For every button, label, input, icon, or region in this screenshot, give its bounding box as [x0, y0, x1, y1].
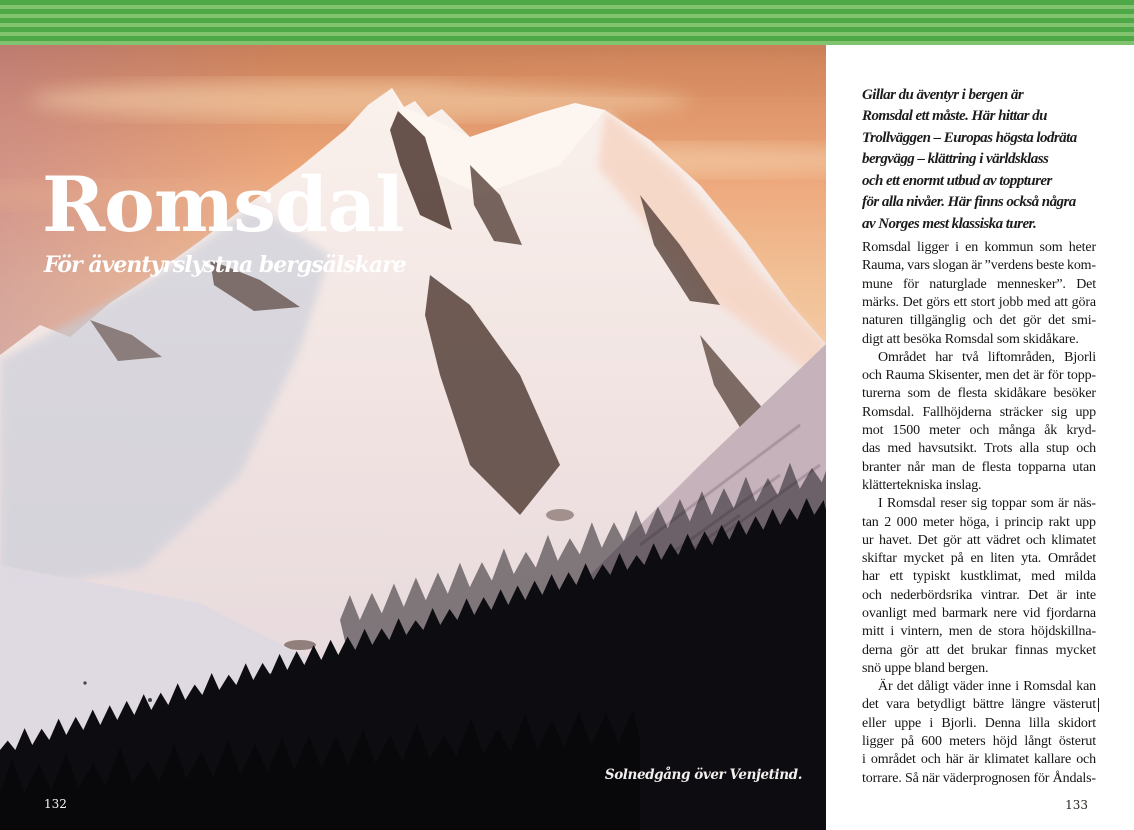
- page-number-left: 132: [44, 797, 67, 811]
- body-line: det vara betydligt bättre längre västerut: [862, 696, 1096, 714]
- body-line: i området och här är klimatet kallare och: [862, 752, 1096, 768]
- body-line: digt att besöka Romsdal som skidåkare.: [862, 331, 1079, 347]
- mountain-photo: [0, 45, 826, 830]
- article-text-column: [862, 85, 1096, 788]
- body-line: Rauma, vars slogan är ”verdens beste kom-: [862, 258, 1096, 274]
- body-line: Är det dåligt väder inne i Romsdal kan: [878, 679, 1096, 695]
- body-line: och Rauma Skisenter, men det är för topp-: [862, 368, 1096, 384]
- intro-line: för alla nivåer. Här finns också några: [862, 194, 1076, 211]
- body-line: ur havet. Det gör att vädret och klimatet: [862, 532, 1096, 548]
- body-line: skiftar mycket på en liten yta. Området: [862, 551, 1096, 567]
- body-line: mot 1500 meter och många åk kryd-: [862, 423, 1096, 439]
- article-subtitle: För äventyrslystna bergsälskare: [44, 252, 406, 278]
- body-line: mune för naturglade mennesker”. Det: [862, 276, 1096, 292]
- intro-line: bergvägg – klättring i världsklass: [862, 151, 1049, 168]
- body-line: derna gör att det brukar finnas mycket: [862, 642, 1096, 658]
- photo-caption: Solnedgång över Venjetind.: [604, 767, 802, 783]
- intro-line: och ett enormt utbud av toppturer: [862, 172, 1052, 189]
- body-line: Romsdal. Fallhöjderna sträcker sig upp: [862, 404, 1096, 420]
- body-line: naturen tillgänglig och det gör det smi-: [862, 313, 1096, 329]
- body-line: mitt i vintern, men de stora höjdskillna-: [862, 624, 1096, 640]
- page-number-right: 133: [1065, 798, 1088, 812]
- intro-line: av Norges mest klassiska turer.: [862, 215, 1037, 232]
- body-line: snö uppe bland bergen.: [862, 660, 989, 676]
- body-line: das med havsutsikt. Trots alla stup och: [862, 441, 1096, 457]
- body-line: märks. Det görs ett stort jobb med att göra: [862, 294, 1096, 310]
- body-line: torrare. Så när väderprognosen för Åndals-: [862, 770, 1096, 786]
- body-line: eller uppe i Bjorli. Denna lilla skidort: [862, 715, 1096, 731]
- body-line: I Romsdal reser sig toppar som är näs-: [878, 496, 1096, 512]
- body-line: branter når man de flesta topparna utan: [862, 459, 1096, 475]
- article-title: Romsdal: [42, 160, 404, 249]
- intro-line: Gillar du äventyr i bergen är: [862, 87, 1024, 103]
- decor-striped-banner: [0, 0, 1134, 45]
- intro-line: Trollväggen – Europas högsta lodräta: [862, 129, 1077, 146]
- body-line: Området har två liftområden, Bjorli: [878, 349, 1096, 365]
- body-line: och nederbördsrika vintrar. Det är inte: [862, 587, 1096, 603]
- body-line: Romsdal ligger i en kommun som heter: [862, 240, 1096, 256]
- intro-paragraph: [862, 85, 1096, 235]
- body-line: har ett typiskt kustklimat, med milda: [862, 569, 1096, 585]
- body-line: ligger på 600 meters höjd långt österut: [862, 734, 1096, 750]
- body-text: [862, 239, 1096, 788]
- body-line: tan 2 000 meter höga, i princip rakt upp: [862, 514, 1096, 530]
- body-line: klättertekniska inslag.: [862, 477, 982, 493]
- body-line: turerna som de flesta skidåkare besöker: [862, 386, 1096, 402]
- text-cursor: [1098, 698, 1100, 712]
- body-line: ovanligt med barmark nere vid fjordarna: [862, 606, 1096, 621]
- intro-line: Romsdal ett måste. Här hittar du: [862, 108, 1047, 125]
